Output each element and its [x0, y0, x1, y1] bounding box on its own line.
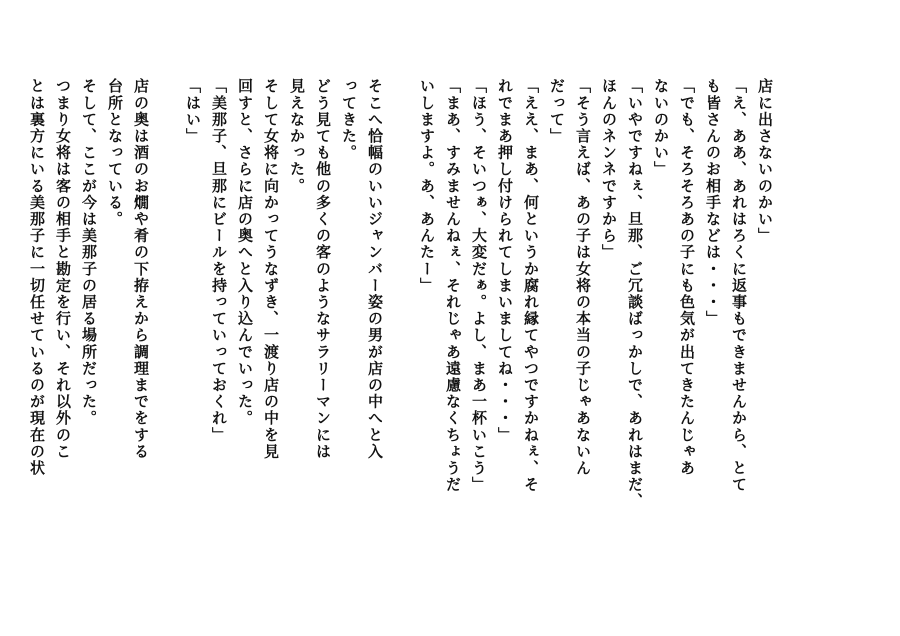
text-line: 店の奥は酒のお燗や肴の下拵えから調理までをする	[132, 78, 150, 460]
text-line: 「美那子、旦那にビールを持っていっておくれ」	[210, 78, 228, 444]
text-line: ほんのネンネですから」	[600, 78, 618, 261]
text-line: そして女将に向かってうなずき、一渡り店の中を見	[262, 78, 280, 460]
text-line: 「ええ、まあ、何というか腐れ縁てやつですかねぇ、そ	[522, 78, 540, 493]
text-line: 「ほう、そいつぁ、大変だぁ。よし、まあ一杯いこう」	[470, 78, 488, 493]
text-line: も皆さんのお相手などは・・・」	[704, 78, 722, 327]
text-line: 「でも、そろそろあの子にも色気が出てきたんじゃあ	[678, 78, 696, 477]
text-line: そこへ恰幅のいいジャンバー姿の男が店の中へと入	[366, 78, 384, 460]
text-line: いしますよ。あ、あんたー」	[418, 78, 436, 294]
text-line: 見えなかった。	[288, 78, 306, 195]
paragraph-gap	[388, 78, 414, 558]
text-line: つまり女将は客の相手と勘定を行い、それ以外のこ	[54, 78, 72, 460]
text-line: 「まあ、すみませんねぇ、それじゃあ遠慮なくちょうだ	[444, 78, 462, 493]
text-line: ってきた。	[340, 78, 358, 161]
text-line: 「え、ああ、あれはろくに返事もできませんから、とて	[730, 78, 748, 493]
text-line: 「そう言えば、あの子は女将の本当の子じゃあないん	[574, 78, 592, 477]
text-line: 「はい」	[184, 78, 202, 145]
text-line: そして、ここが今は美那子の居る場所だった。	[80, 78, 98, 427]
text-line: れでまあ押し付けられてしまいましてね・・・」	[496, 78, 514, 444]
text-line: 回すと、さらに店の奥へと入り込んでいった。	[236, 78, 254, 427]
text-line: 台所となっている。	[106, 78, 124, 228]
text-line: ないのかい」	[652, 78, 670, 178]
text-line: とは裏方にいる美那子に一切任せているのが現在の状	[28, 78, 46, 477]
vertical-text-body	[24, 78, 778, 558]
text-line: だって」	[548, 78, 566, 145]
text-line: 「いやですねぇ、旦那、ご冗談ばっかしで、あれはまだ、	[626, 78, 644, 510]
text-line: 店に出さないのかい」	[756, 78, 774, 244]
text-line: どう見ても他の多くの客のようなサラリーマンには	[314, 78, 332, 460]
paragraph-gap	[154, 78, 180, 558]
